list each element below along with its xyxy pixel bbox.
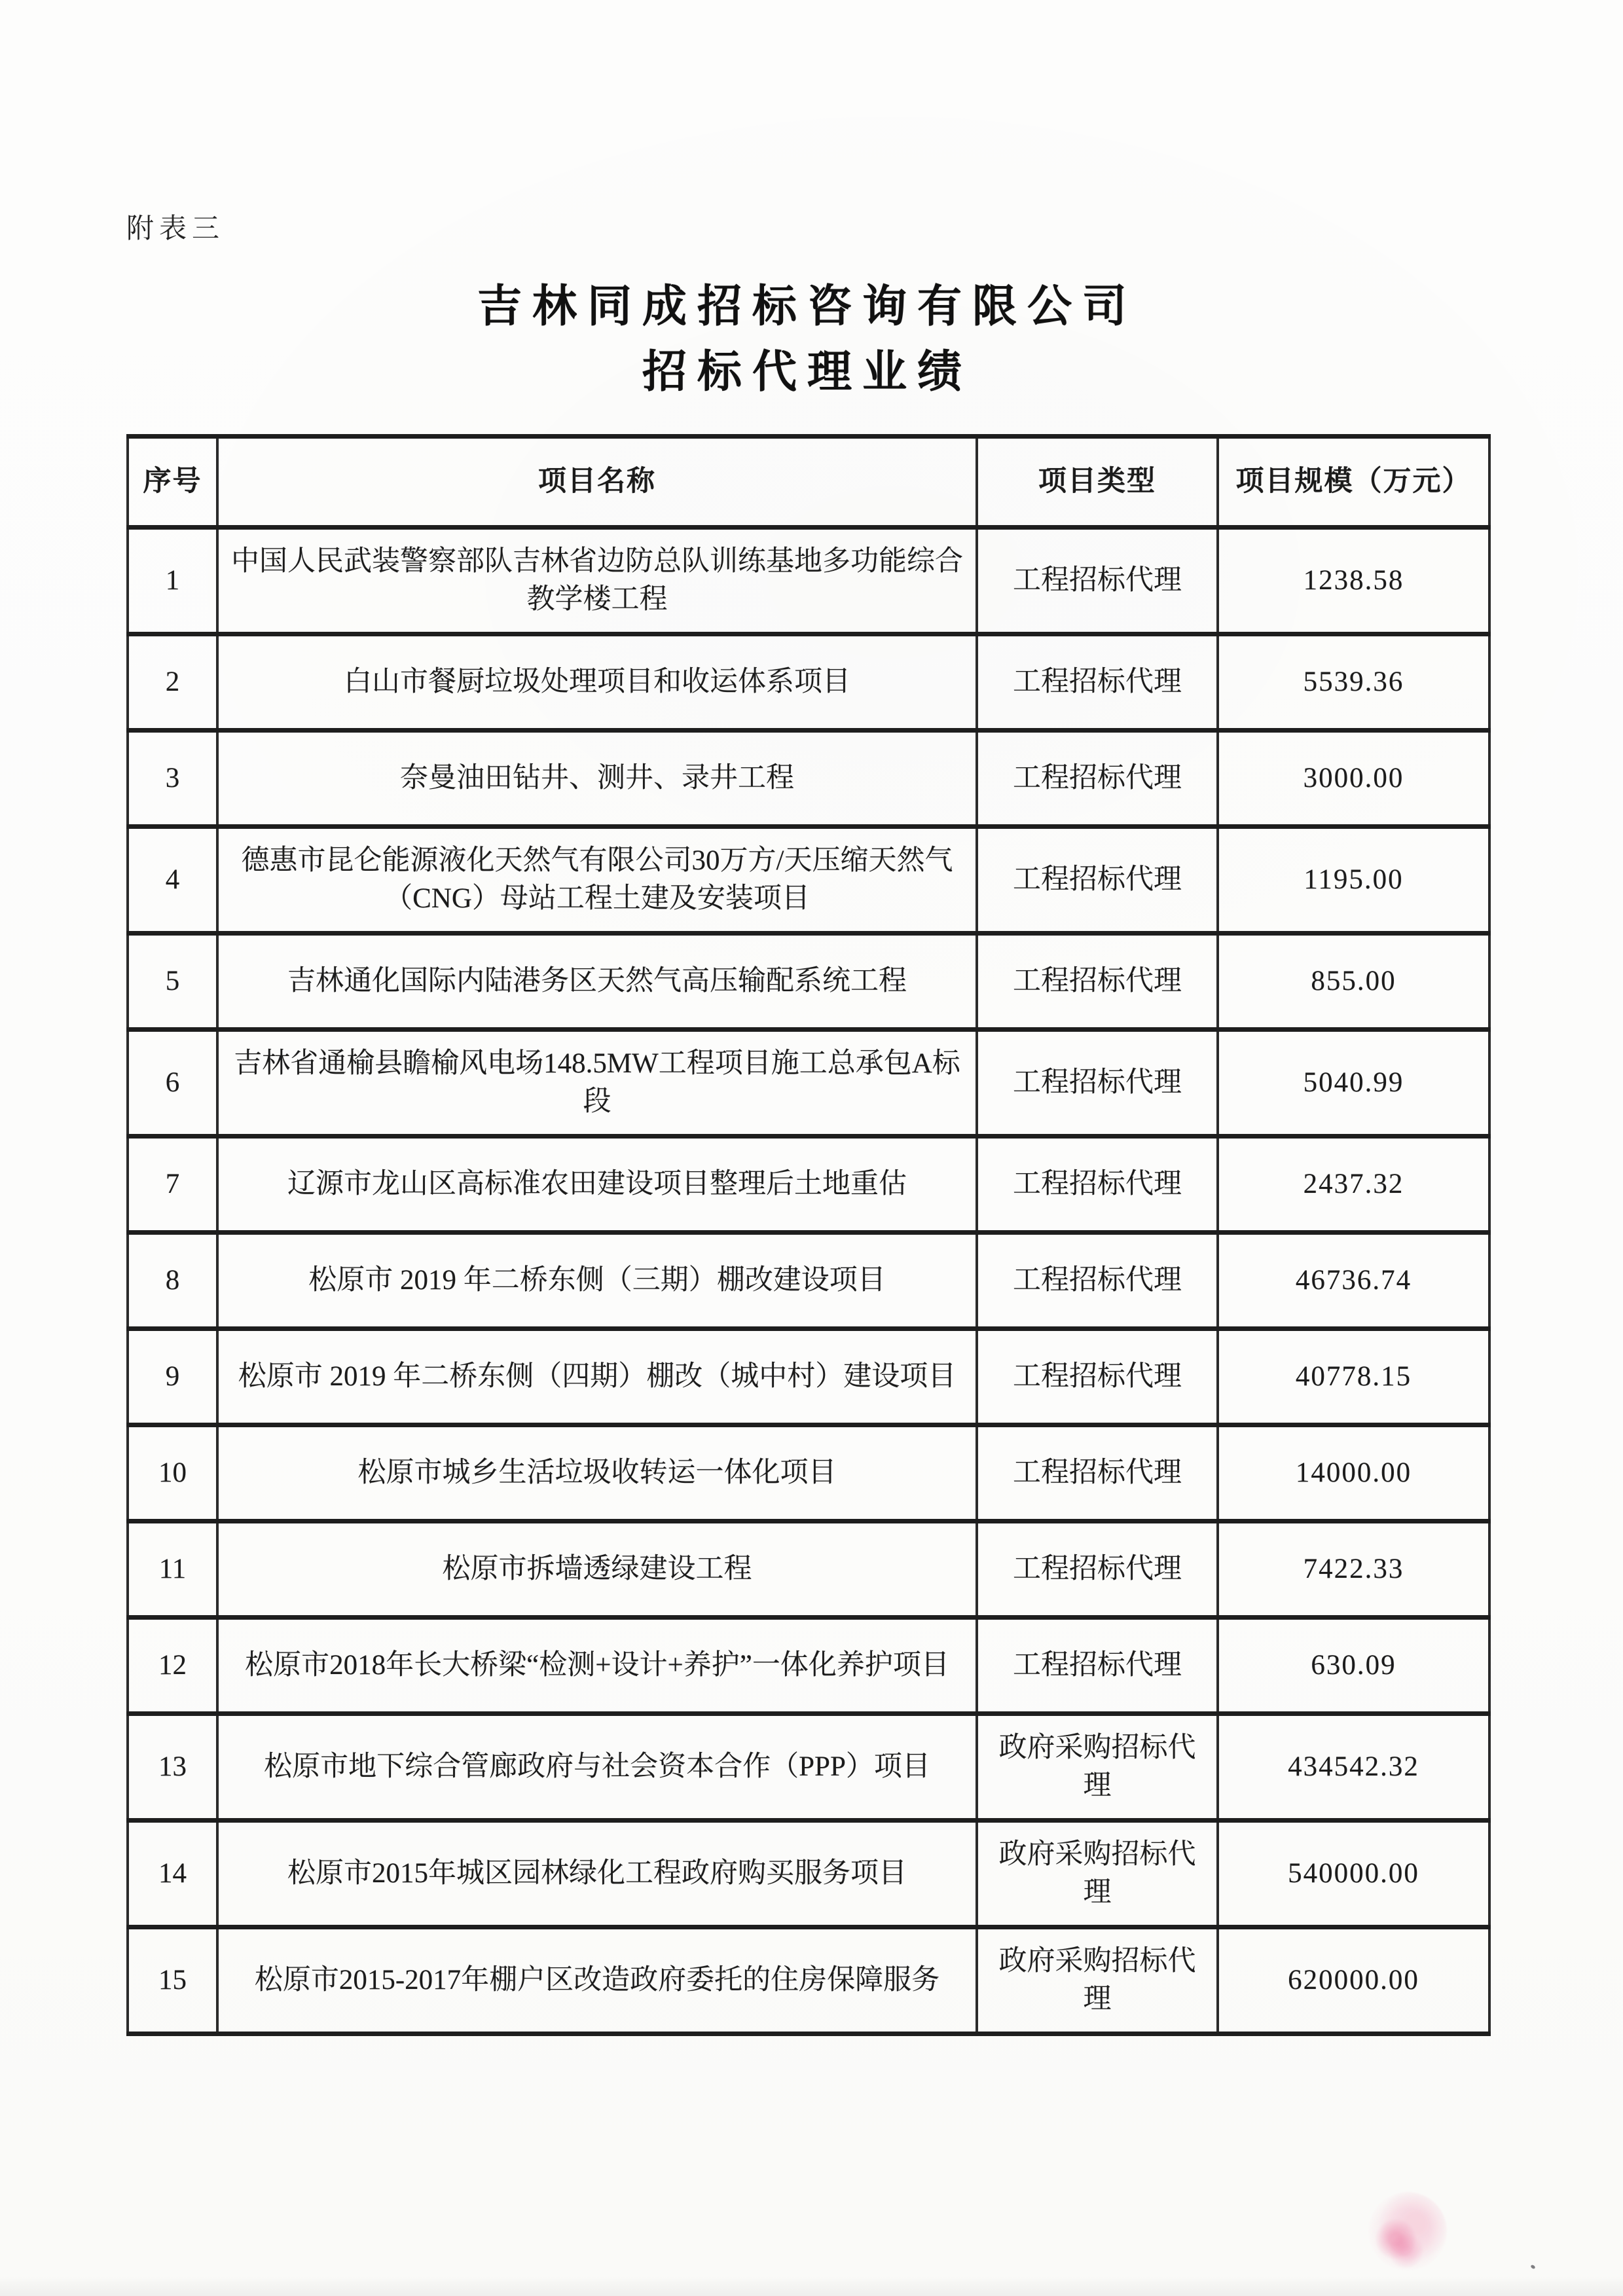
document-title: 吉林同成招标咨询有限公司 — [477, 282, 1137, 331]
project-type-cell: 工程招标代理 — [977, 934, 1218, 1030]
table-row — [128, 1927, 1489, 2034]
row-number-cell: 3 — [128, 731, 217, 827]
project-scale-cell: 5539.36 — [1218, 634, 1489, 731]
project-scale-cell: 14000.00 — [1218, 1425, 1489, 1522]
project-scale-cell: 1195.00 — [1218, 827, 1489, 934]
table-row — [128, 827, 1489, 934]
column-header-scale: 项目规模（万元） — [1218, 437, 1489, 528]
row-number-cell: 5 — [128, 934, 217, 1030]
row-number-cell: 13 — [128, 1714, 217, 1821]
project-type-cell: 工程招标代理 — [977, 1425, 1218, 1522]
project-type-cell: 政府采购招标代理 — [977, 1714, 1218, 1821]
project-name-cell: 松原市拆墙透绿建设工程 — [217, 1522, 977, 1618]
table-row — [128, 1137, 1489, 1233]
table-row — [128, 1329, 1489, 1425]
table-row — [128, 1030, 1489, 1137]
project-scale-cell: 2437.32 — [1218, 1137, 1489, 1233]
project-scale-cell: 46736.74 — [1218, 1233, 1489, 1329]
column-header-type: 项目类型 — [977, 437, 1218, 528]
project-scale-cell: 5040.99 — [1218, 1030, 1489, 1137]
row-number-cell: 6 — [128, 1030, 217, 1137]
appendix-label: 附表三 — [126, 214, 225, 244]
project-type-cell: 工程招标代理 — [977, 827, 1218, 934]
project-scale-cell: 40778.15 — [1218, 1329, 1489, 1425]
project-type-cell: 工程招标代理 — [977, 1329, 1218, 1425]
row-number-cell: 8 — [128, 1233, 217, 1329]
row-number-cell: 9 — [128, 1329, 217, 1425]
row-number-cell: 15 — [128, 1927, 217, 2034]
project-type-cell: 工程招标代理 — [977, 1233, 1218, 1329]
project-name-cell: 奈曼油田钻井、测井、录井工程 — [217, 731, 977, 827]
table-row — [128, 1618, 1489, 1714]
project-type-cell: 工程招标代理 — [977, 1618, 1218, 1714]
project-name-cell: 松原市 2019 年二桥东侧（四期）棚改（城中村）建设项目 — [217, 1329, 977, 1425]
project-scale-cell: 620000.00 — [1218, 1927, 1489, 2034]
project-scale-cell: 630.09 — [1218, 1618, 1489, 1714]
project-name-cell: 辽源市龙山区高标准农田建设项目整理后土地重估 — [217, 1137, 977, 1233]
table-body — [128, 528, 1489, 2034]
project-name-cell: 松原市地下综合管廊政府与社会资本合作（PPP）项目 — [217, 1714, 977, 1821]
performance-table — [126, 434, 1491, 2036]
row-number-cell: 7 — [128, 1137, 217, 1233]
project-scale-cell: 855.00 — [1218, 934, 1489, 1030]
table-row — [128, 1425, 1489, 1522]
table-row — [128, 1233, 1489, 1329]
table-row — [128, 1714, 1489, 1821]
project-scale-cell: 1238.58 — [1218, 528, 1489, 634]
project-name-cell: 白山市餐厨垃圾处理项目和收运体系项目 — [217, 634, 977, 731]
project-name-cell: 德惠市昆仑能源液化天然气有限公司30万方/天压缩天然气（CNG）母站工程土建及安装项目 — [217, 827, 977, 934]
table-row — [128, 1821, 1489, 1927]
project-type-cell: 工程招标代理 — [977, 634, 1218, 731]
document-subtitle: 招标代理业绩 — [642, 347, 972, 397]
table-row — [128, 934, 1489, 1030]
row-number-cell: 14 — [128, 1821, 217, 1927]
row-number-cell: 4 — [128, 827, 217, 934]
table-row — [128, 634, 1489, 731]
project-type-cell: 工程招标代理 — [977, 1522, 1218, 1618]
row-number-cell: 12 — [128, 1618, 217, 1714]
ink-smudge — [1368, 2192, 1447, 2270]
row-number-cell: 2 — [128, 634, 217, 731]
project-name-cell: 松原市 2019 年二桥东侧（三期）棚改建设项目 — [217, 1233, 977, 1329]
row-number-cell: 10 — [128, 1425, 217, 1522]
table-header-row — [128, 437, 1489, 528]
project-scale-cell: 3000.00 — [1218, 731, 1489, 827]
project-scale-cell: 434542.32 — [1218, 1714, 1489, 1821]
row-number-cell: 1 — [128, 528, 217, 634]
row-number-cell: 11 — [128, 1522, 217, 1618]
project-name-cell: 松原市城乡生活垃圾收转运一体化项目 — [217, 1425, 977, 1522]
column-header-no: 序号 — [128, 437, 217, 528]
project-scale-cell: 540000.00 — [1218, 1821, 1489, 1927]
project-type-cell: 工程招标代理 — [977, 731, 1218, 827]
project-type-cell: 工程招标代理 — [977, 1030, 1218, 1137]
project-name-cell: 吉林通化国际内陆港务区天然气高压输配系统工程 — [217, 934, 977, 1030]
ink-speck — [1530, 2264, 1536, 2269]
table-row — [128, 1522, 1489, 1618]
table-row — [128, 731, 1489, 827]
document-title-block — [126, 274, 1488, 405]
project-name-cell: 松原市2015年城区园林绿化工程政府购买服务项目 — [217, 1821, 977, 1927]
project-type-cell: 政府采购招标代理 — [977, 1927, 1218, 2034]
project-type-cell: 政府采购招标代理 — [977, 1821, 1218, 1927]
project-type-cell: 工程招标代理 — [977, 528, 1218, 634]
project-name-cell: 吉林省通榆县瞻榆风电场148.5MW工程项目施工总承包A标段 — [217, 1030, 977, 1137]
column-header-name: 项目名称 — [217, 437, 977, 528]
project-scale-cell: 7422.33 — [1218, 1522, 1489, 1618]
table-row — [128, 528, 1489, 634]
project-name-cell: 松原市2018年长大桥梁“检测+设计+养护”一体化养护项目 — [217, 1618, 977, 1714]
project-name-cell: 中国人民武装警察部队吉林省边防总队训练基地多功能综合教学楼工程 — [217, 528, 977, 634]
project-name-cell: 松原市2015-2017年棚户区改造政府委托的住房保障服务 — [217, 1927, 977, 2034]
project-type-cell: 工程招标代理 — [977, 1137, 1218, 1233]
